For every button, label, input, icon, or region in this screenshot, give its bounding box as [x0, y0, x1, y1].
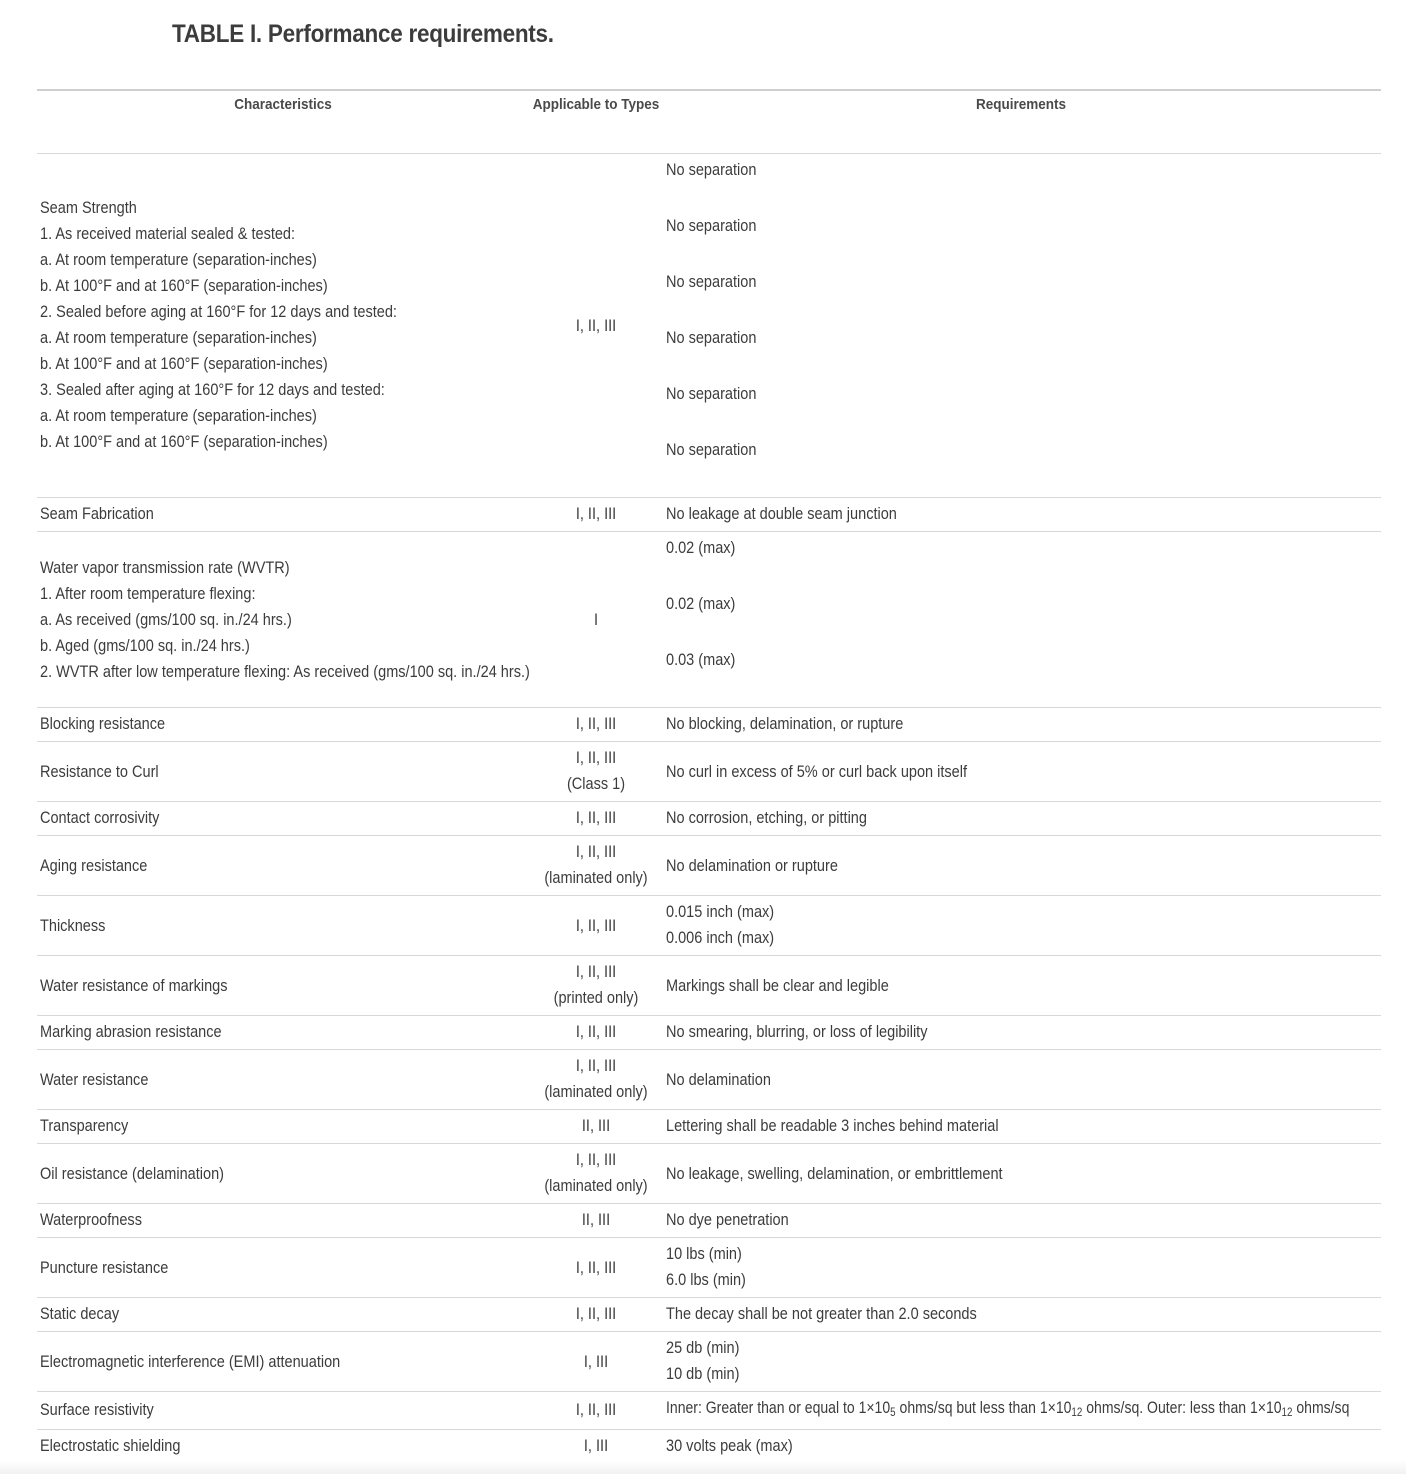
table-title: TABLE I. Performance requirements. — [172, 20, 554, 48]
requirement-cell: Inner: Greater than or equal to $1\times 10_5$ ohms/sq but less than $1\times 10_{12}$ ohms/sq. Outer: less than $1\times 10_{12}$ ohms/sq — [666, 1399, 1350, 1419]
row-divider — [37, 707, 1381, 708]
row-divider — [37, 1109, 1381, 1110]
types-cell: I, II, III — [575, 1259, 617, 1277]
row-divider — [37, 1237, 1381, 1238]
characteristic-cell: Electromagnetic interference (EMI) attenuation — [40, 1353, 341, 1371]
types-cell: I, III — [583, 1353, 609, 1371]
types-cell: I, II, III — [575, 1305, 617, 1323]
column-header-characteristics: Characteristics — [234, 96, 332, 113]
requirement-cell: 30 volts peak (max) — [666, 1437, 793, 1455]
row-divider — [37, 1015, 1381, 1016]
characteristic-cell: Thickness — [40, 917, 106, 935]
row-divider — [37, 531, 1381, 532]
types-cell: I, II, III — [575, 317, 617, 335]
types-cell: I, II, III (printed only) — [553, 963, 639, 1007]
requirement-cell: Lettering shall be readable 3 inches behind material — [666, 1117, 999, 1135]
characteristic-cell: Seam Fabrication — [40, 505, 154, 523]
row-divider — [37, 153, 1381, 154]
page-bottom-fade — [0, 1460, 1406, 1474]
characteristic-cell: Water resistance of markings — [40, 977, 228, 995]
types-cell: I, II, III — [575, 1023, 617, 1041]
row-divider — [37, 1297, 1381, 1298]
characteristic-cell: Transparency — [40, 1117, 129, 1135]
characteristic-cell: Puncture resistance — [40, 1259, 169, 1277]
characteristic-cell: Water vapor transmission rate (WVTR) 1. After room temperature flexing: a. As received (gms/100 sq. in./24 hrs.) b. Aged (gms/100 sq. in./24 hrs.) 2. WVTR after low temperature flexing: As received (gms/100 sq. in./24 hrs.) — [40, 559, 530, 681]
types-cell: I, II, III — [575, 505, 617, 523]
types-cell: I, II, III (laminated only) — [544, 1057, 648, 1101]
types-cell: I — [593, 611, 599, 629]
types-cell: II, III — [581, 1117, 611, 1135]
requirement-cell: 25 db (min) 10 db (min) — [666, 1339, 740, 1383]
requirement-cell: Markings shall be clear and legible — [666, 977, 889, 995]
row-divider — [37, 1331, 1381, 1332]
requirement-cell: No blocking, delamination, or rupture — [666, 715, 904, 733]
types-cell: I, II, III — [575, 1401, 617, 1419]
characteristic-cell: Oil resistance (delamination) — [40, 1165, 225, 1183]
requirement-cell: 10 lbs (min) 6.0 lbs (min) — [666, 1245, 746, 1289]
characteristic-cell: Marking abrasion resistance — [40, 1023, 222, 1041]
row-divider — [37, 1429, 1381, 1430]
types-cell: I, II, III (laminated only) — [544, 843, 648, 887]
characteristic-cell: Contact corrosivity — [40, 809, 160, 827]
requirement-cell: No delamination or rupture — [666, 857, 838, 875]
row-divider — [37, 801, 1381, 802]
requirement-cell: No delamination — [666, 1071, 771, 1089]
row-divider — [37, 1203, 1381, 1204]
characteristic-cell: Blocking resistance — [40, 715, 166, 733]
types-cell: I, III — [583, 1437, 609, 1455]
characteristic-cell: Aging resistance — [40, 857, 148, 875]
row-divider — [37, 955, 1381, 956]
row-divider — [37, 1391, 1381, 1392]
row-divider — [37, 741, 1381, 742]
header-top-rule — [37, 89, 1381, 91]
requirement-cell: No leakage at double seam junction — [666, 505, 897, 523]
row-divider — [37, 835, 1381, 836]
requirement-cell: No curl in excess of 5% or curl back upon itself — [666, 763, 968, 781]
types-cell: I, II, III — [575, 809, 617, 827]
requirement-cell: No dye penetration — [666, 1211, 789, 1229]
column-header-types: Applicable to Types — [532, 96, 660, 113]
requirement-cell: No corrosion, etching, or pitting — [666, 809, 867, 827]
characteristic-cell: Electrostatic shielding — [40, 1437, 181, 1455]
types-cell: II, III — [581, 1211, 611, 1229]
characteristic-cell: Seam Strength 1. As received material sealed & tested: a. At room temperature (separation-inches) b. At 100°F and at 160°F (separation-inches) 2. Sealed before aging at 160°F for 12 days and tested: a. At room temperature (separation-inches) b. At 100°F and at 160°F (separation-inches) 3. Sealed after aging at 160°F for 12 days and tested: a. At room temperature (separation-inches) b. At 100°F and at 160°F (separation-inches) — [40, 199, 397, 451]
requirement-cell: 0.015 inch (max) 0.006 inch (max) — [666, 903, 775, 947]
characteristic-cell: Waterproofness — [40, 1211, 142, 1229]
requirement-cell: No separation No separation No separation No separation No separation No separation — [666, 161, 757, 459]
requirement-cell: No leakage, swelling, delamination, or embrittlement — [666, 1165, 1003, 1183]
characteristic-cell: Static decay — [40, 1305, 120, 1323]
types-cell: I, II, III — [575, 715, 617, 733]
types-cell: I, II, III (Class 1) — [566, 749, 626, 793]
requirement-cell: No smearing, blurring, or loss of legibility — [666, 1023, 928, 1041]
characteristic-cell: Resistance to Curl — [40, 763, 159, 781]
row-divider — [37, 895, 1381, 896]
row-divider — [37, 1143, 1381, 1144]
requirement-cell: 0.02 (max) 0.02 (max) 0.03 (max) — [666, 539, 736, 669]
characteristic-cell: Water resistance — [40, 1071, 149, 1089]
row-divider — [37, 497, 1381, 498]
characteristic-cell: Surface resistivity — [40, 1401, 154, 1419]
requirement-cell: The decay shall be not greater than 2.0 seconds — [666, 1305, 977, 1323]
types-cell: I, II, III (laminated only) — [544, 1151, 648, 1195]
types-cell: I, II, III — [575, 917, 617, 935]
row-divider — [37, 1049, 1381, 1050]
column-header-requirements: Requirements — [975, 96, 1067, 113]
